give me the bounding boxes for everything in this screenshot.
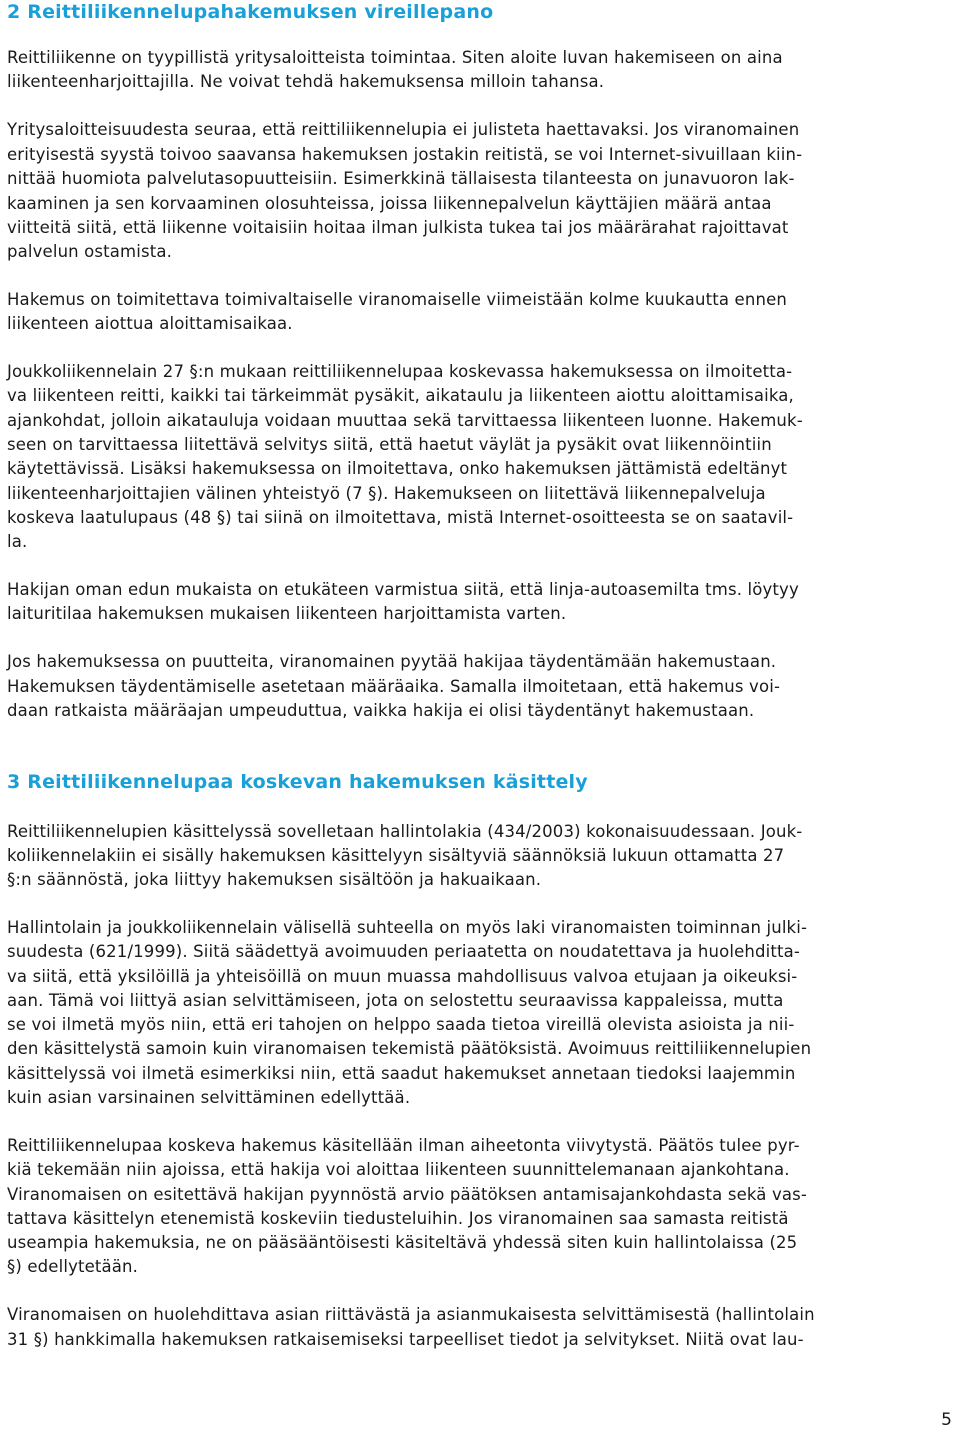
- text-line: Reittiliikenne on tyypillistä yritysaloitteista toimintaa. Siten aloite luvan hakemiseen on aina: [7, 48, 783, 67]
- text-line: käytettävissä. Lisäksi hakemuksessa on ilmoitettava, onko hakemuksen jättämistä edeltänyt: [7, 459, 788, 478]
- text-line: kiä tekemään niin ajoissa, että hakija voi aloittaa liikenteen suunnittelemanaan ajankohtana.: [7, 1160, 790, 1179]
- text-line: liikenteenharjoittajilla. Ne voivat tehdä hakemuksensa milloin tahansa.: [7, 72, 605, 91]
- text-line: va liikenteen reitti, kaikki tai tärkeimmät pysäkit, aikataulu ja liikenteen aiottu aloittamisaika,: [7, 386, 794, 405]
- text-line: daan ratkaista määräajan umpeuduttua, vaikka hakija ei olisi täydentänyt hakemustaan.: [7, 701, 755, 720]
- text-line: kuin asian varsinainen selvittäminen edellyttää.: [7, 1088, 411, 1107]
- text-line: koliikennelakiin ei sisälly hakemuksen käsittelyyn sisältyviä säännöksiä lukuun ottamatta 27: [7, 846, 785, 865]
- text-line: Hallintolain ja joukkoliikennelain välisellä suhteella on myös laki viranomaisten toiminnan julki-: [7, 918, 808, 937]
- text-line: Hakijan oman edun mukaista on etukäteen varmistua siitä, että linja-autoasemilta tms. löytyy: [7, 580, 799, 599]
- text-line: Hakemus on toimitettava toimivaltaiselle viranomaiselle viimeistään kolme kuukautta ennen: [7, 290, 787, 309]
- text-line: §:n säännöstä, joka liittyy hakemuksen sisältöön ja hakuaikaan.: [7, 870, 542, 889]
- text-line: tattava käsittelyn etenemistä koskeviin tiedusteluihin. Jos viranomainen saa samasta reitistä: [7, 1209, 789, 1228]
- text-line: käsittelyssä voi ilmetä esimerkiksi niin, että saadut hakemukset annetaan tiedoksi laajemmin: [7, 1064, 796, 1083]
- text-line: ajankohdat, jolloin aikatauluja voidaan muuttaa sekä tarvittaessa liikenteen luonne. Hakemuk-: [7, 411, 803, 430]
- text-line: seen on tarvittaessa liitettävä selvitys siitä, että haetut väylät ja pysäkit ovat liikennöintiin: [7, 435, 772, 454]
- text-line: §) edellytetään.: [7, 1257, 139, 1276]
- text-line: Reittiliikennelupaa koskeva hakemus käsitellään ilman aiheetonta viivytystä. Päätös tulee pyr-: [7, 1136, 800, 1155]
- text-line: Joukkoliikennelain 27 §:n mukaan reittiliikennelupaa koskevassa hakemuksessa on ilmoitetta-: [7, 362, 793, 381]
- text-line: koskeva laatulupaus (48 §) tai siinä on ilmoitettava, mistä Internet-osoitteesta se on saatavil-: [7, 508, 794, 527]
- text-line: 31 §) hankkimalla hakemuksen ratkaisemiseksi tarpeelliset tiedot ja selvitykset. Niitä ovat lau-: [7, 1330, 804, 1349]
- text-line: Hakemuksen täydentämiselle asetetaan määräaika. Samalla ilmoitetaan, että hakemus voi-: [7, 677, 781, 696]
- text-line: erityisestä syystä toivoo saavansa hakemuksen jostakin reitistä, se voi Internet-sivuillaan kiin-: [7, 145, 803, 164]
- text-line: va siitä, että yksilöillä ja yhteisöillä on muun muassa mahdollisuus valvoa etujaan ja oikeuksi-: [7, 967, 798, 986]
- text-line: Yritysaloitteisuudesta seuraa, että reittiliikennelupia ei julisteta haettavaksi. Jos viranomainen: [7, 120, 800, 139]
- text-line: liikenteenharjoittajien välinen yhteistyö (7 §). Hakemukseen on liitettävä liikennepalveluja: [7, 484, 766, 503]
- section-heading-3: 3 Reittiliikennelupaa koskevan hakemuksen käsittely: [7, 771, 588, 793]
- text-line: useampia hakemuksia, ne on pääsääntöisesti käsiteltävä yhdessä siten kuin hallintolaissa (25: [7, 1233, 798, 1252]
- text-line: palvelun ostamista.: [7, 242, 173, 261]
- text-line: Jos hakemuksessa on puutteita, viranomainen pyytää hakijaa täydentämään hakemustaan.: [7, 652, 777, 671]
- text-line: la.: [7, 532, 28, 551]
- text-line: suudesta (621/1999). Siitä säädettyä avoimuuden periaatetta on noudatettava ja huolehditta-: [7, 942, 800, 961]
- text-line: liikenteen aiottua aloittamisaikaa.: [7, 314, 293, 333]
- section-heading-2: 2 Reittiliikennelupahakemuksen vireillepano: [7, 1, 494, 23]
- text-line: viitteitä siitä, että liikenne voitaisiin hoitaa ilman julkista tukea tai jos määrärahat rajoittavat: [7, 218, 789, 237]
- page-number: 5: [941, 1410, 952, 1430]
- text-line: nittää huomiota palvelutasopuutteisiin. Esimerkkinä tällaisesta tilanteesta on junavuoron lak-: [7, 169, 795, 188]
- text-line: den käsittelystä samoin kuin viranomaisen tekemistä päätöksistä. Avoimuus reittiliikennelupien: [7, 1039, 812, 1058]
- text-line: Reittiliikennelupien käsittelyssä sovelletaan hallintolakia (434/2003) kokonaisuudessaan. Jouk-: [7, 822, 803, 841]
- text-line: kaaminen ja sen korvaaminen olosuhteissa, joissa liikennepalvelun käyttäjien määrä antaa: [7, 194, 772, 213]
- text-line: Viranomaisen on esitettävä hakijan pyynnöstä arvio päätöksen antamisajankohdasta sekä vas-: [7, 1185, 807, 1204]
- text-line: Viranomaisen on huolehdittava asian riittävästä ja asianmukaisesta selvittämisestä (hallintolain: [7, 1305, 815, 1324]
- text-line: se voi ilmetä myös niin, että eri tahojen on helppo saada tietoa vireillä olevista asioista ja nii-: [7, 1015, 795, 1034]
- text-line: aan. Tämä voi liittyä asian selvittämiseen, jota on selostettu seuraavissa kappaleissa, mutta: [7, 991, 784, 1010]
- text-line: laituritilaa hakemuksen mukaisen liikenteen harjoittamista varten.: [7, 604, 567, 623]
